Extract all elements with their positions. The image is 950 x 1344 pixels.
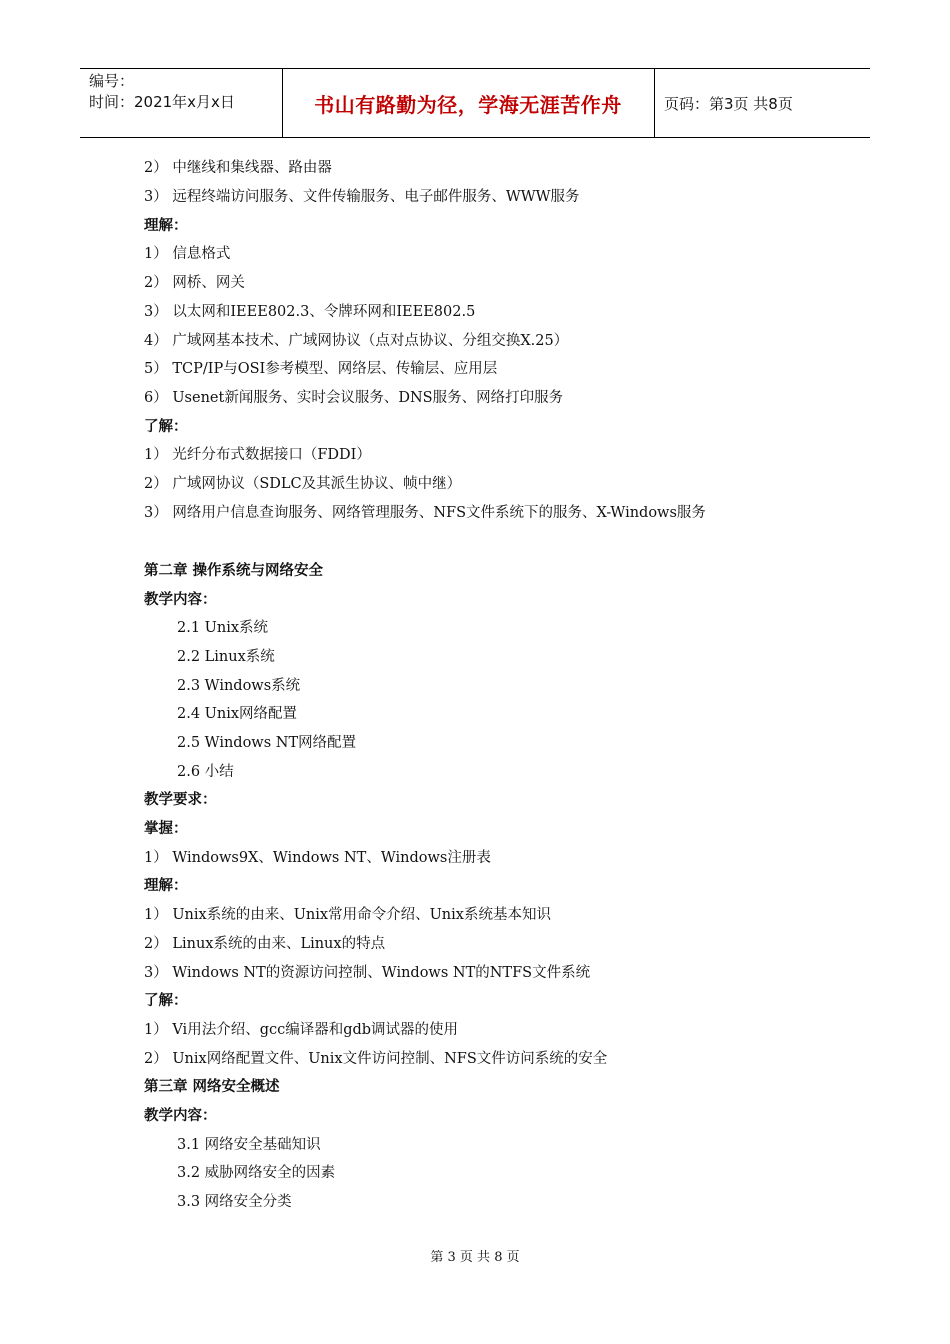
page-footer: 第 3 页 共 8 页 [430,1250,520,1265]
header-page-code: 页码：第3页 共8页 [664,94,793,113]
section-label: 教学要求： [144,792,217,808]
section-label: 教学内容： [144,592,217,608]
body-line: 1） Unix系统的由来、Unix常用命令介绍、Unix系统基本知识 [144,907,551,923]
body-line: 1） 信息格式 [144,246,231,262]
section-label: 了解： [144,419,188,435]
chapter-title: 第二章 操作系统与网络安全 [144,563,324,579]
toc-item: 2.4 Unix网络配置 [177,706,298,722]
body-line: 4） 广域网基本技术、广域网协议（点对点协议、分组交换X.25） [144,333,569,349]
body-line: 3） Windows NT的资源访问控制、Windows NT的NTFS文件系统 [144,965,591,981]
section-label: 理解： [144,878,188,894]
header-motto: 书山有路勤为径，学海无涯苦作舟 [314,92,622,117]
toc-item: 2.1 Unix系统 [177,620,269,636]
body-line: 2） 广域网协议（SDLC及其派生协议、帧中继） [144,476,462,492]
body-line: 2） Linux系统的由来、Linux的特点 [144,936,386,952]
body-line: 1） Windows9X、Windows NT、Windows注册表 [144,850,491,866]
section-label: 教学内容： [144,1108,217,1124]
body-line: 3） 网络用户信息查询服务、网络管理服务、NFS文件系统下的服务、X-Windows服务 [144,505,706,521]
header-left [89,71,235,113]
body-line: 1） Vi用法介绍、gcc编译器和gdb调试器的使用 [144,1022,459,1038]
toc-item: 2.5 Windows NT网络配置 [177,735,357,751]
body-line: 2） Unix网络配置文件、Unix文件访问控制、NFS文件访问系统的安全 [144,1051,608,1067]
section-label: 了解： [144,993,188,1009]
section-label: 理解： [144,218,188,234]
chapter-title: 第三章 网络安全概述 [144,1079,280,1095]
body-line: 2） 中继线和集线器、路由器 [144,160,332,176]
page-header [80,68,870,138]
toc-item: 2.3 Windows系统 [177,678,301,694]
body-line: 2） 网桥、网关 [144,275,245,291]
header-divider [654,69,655,137]
body-line: 1） 光纤分布式数据接口（FDDI） [144,447,371,463]
toc-item: 3.2 威胁网络安全的因素 [177,1165,336,1181]
document-time-label: 时间：2021年x月x日 [89,93,235,111]
toc-item: 2.2 Linux系统 [177,649,275,665]
body-line: 6） Usenet新闻服务、实时会议服务、DNS服务、网络打印服务 [144,390,564,406]
section-label: 掌握： [144,821,188,837]
toc-item: 2.6 小结 [177,764,234,780]
body-line: 5） TCP/IP与OSI参考模型、网络层、传输层、应用层 [144,361,498,377]
document-number-label: 编号： [89,72,135,90]
toc-item: 3.1 网络安全基础知识 [177,1137,321,1153]
body-line: 3） 以太网和IEEE802.3、令牌环网和IEEE802.5 [144,304,476,320]
body-line: 3） 远程终端访问服务、文件传输服务、电子邮件服务、WWW服务 [144,189,580,205]
toc-item: 3.3 网络安全分类 [177,1194,292,1210]
